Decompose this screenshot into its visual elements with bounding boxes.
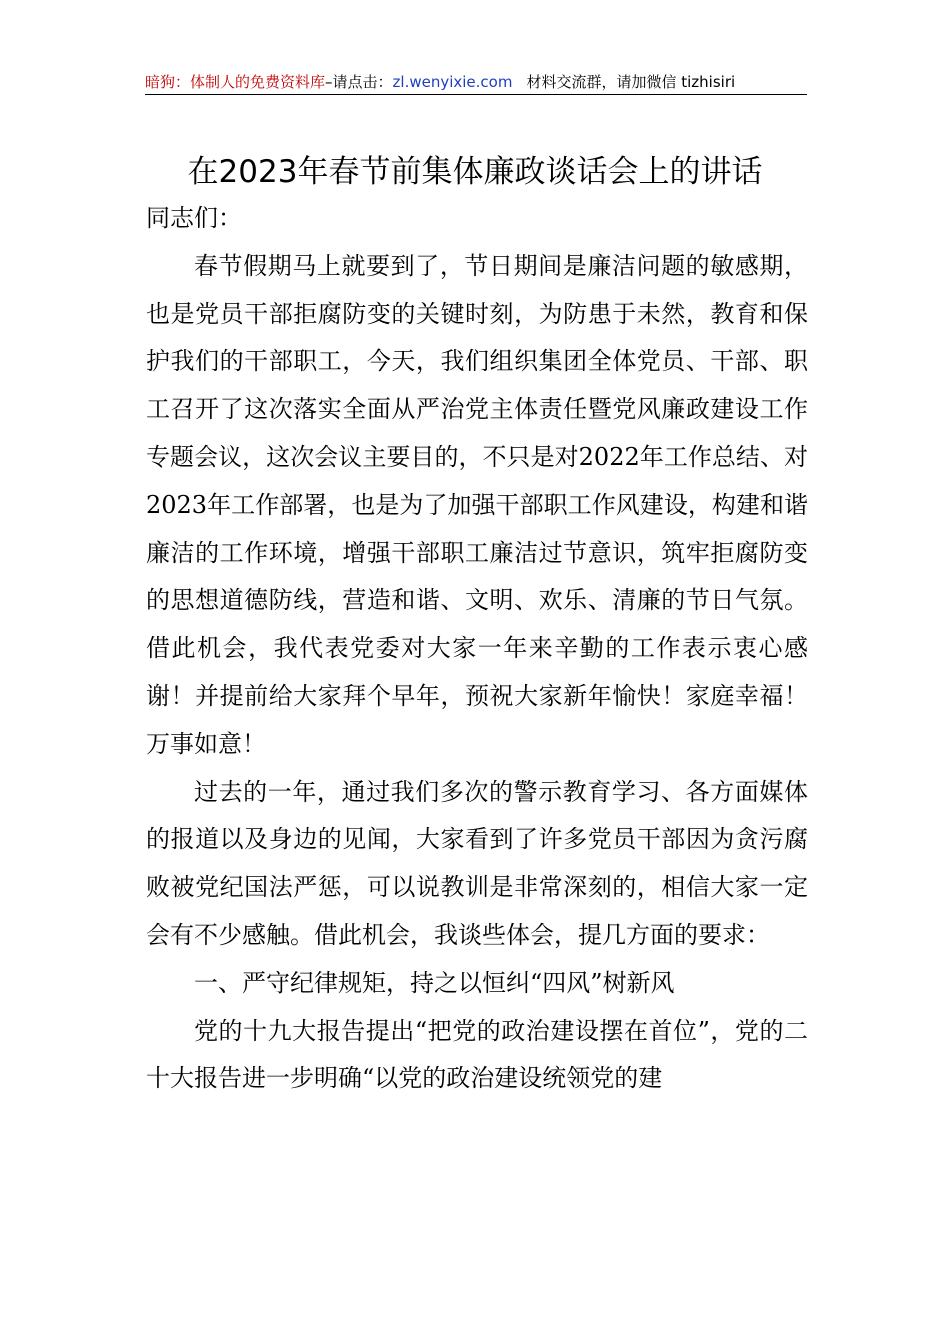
salutation: 同志们：	[146, 204, 242, 232]
header-banner	[145, 70, 807, 94]
header-divider	[145, 94, 807, 95]
site-link[interactable]: zl.wenyixie.com	[392, 73, 513, 91]
click-prompt: –请点击：	[325, 73, 393, 91]
contact-note: 材料交流群，请加微信 tizhisiri	[526, 73, 736, 91]
section-heading: 一、严守纪律规矩，持之以恒纠“四风”树新风	[194, 968, 675, 997]
site-name: 暗狗：体制人的免费资料库	[145, 73, 326, 91]
document-body	[146, 195, 808, 1103]
paragraph: 过去的一年，通过我们多次的警示教育学习、各方面媒体的报道以及身边的见闻，大家看到了许多党员干部因为贪污腐败被党纪国法严惩，可以说教训是非常深刻的，相信大家一定会有不少感触。借此机会，我谈些体会，提几方面的要求：	[146, 777, 808, 949]
paragraph: 春节假期马上就要到了，节日期间是廉洁问题的敏感期，也是党员干部拒腐防变的关键时刻，为防患于未然，教育和保护我们的干部职工，今天，我们组织集团全体党员、干部、职工召开了这次落实全面从严治党主体责任暨党风廉政建设工作专题会议，这次会议主要目的，不只是对2022年工作总结、对2023年工作部署，也是为了加强干部职工作风建设，构建和谐廉洁的工作环境，增强干部职工廉洁过节意识，筑牢拒腐防变的思想道德防线，营造和谐、文明、欢乐、清廉的节日气氛。借此机会，我代表党委对大家一年来辛勤的工作表示衷心感谢！并提前给大家拜个早年，预祝大家新年愉快！家庭幸福！万事如意！	[146, 251, 808, 758]
document-title: 在2023年春节前集体廉政谈话会上的讲话	[187, 154, 763, 190]
paragraph: 党的十九大报告提出“把党的政治建设摆在首位”，党的二十大报告进一步明确“以党的政治建设统领党的建	[146, 1016, 808, 1093]
